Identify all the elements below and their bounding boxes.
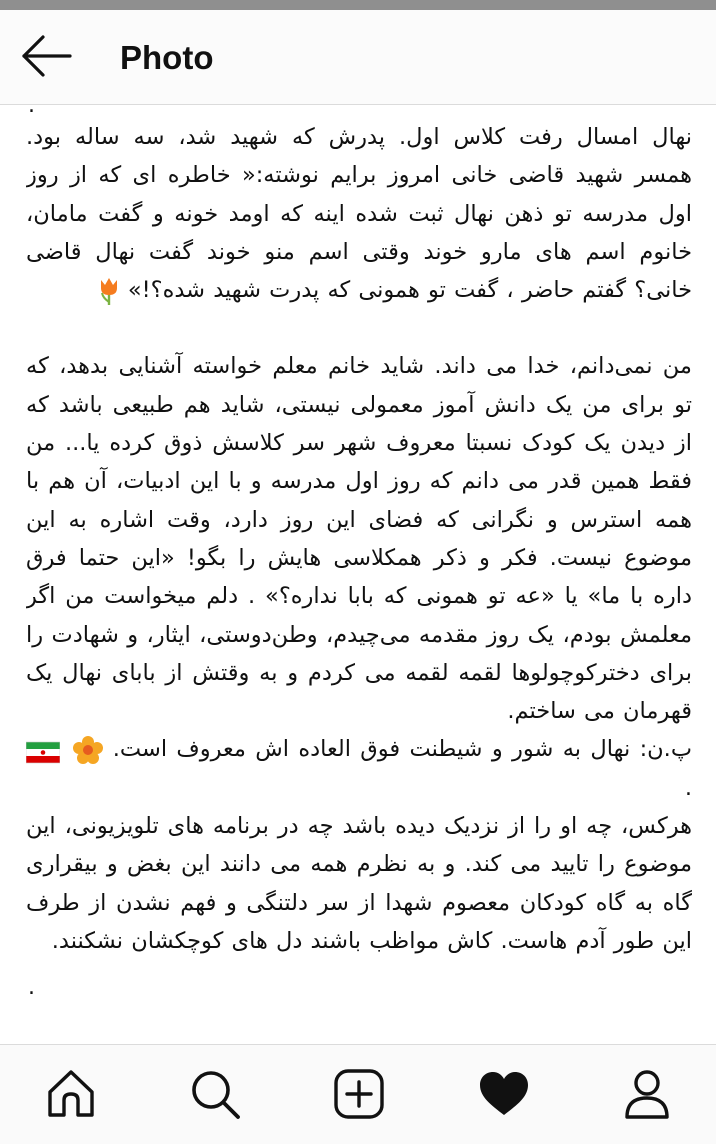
caption-line: نهال امسال رفت کلاس اول. پدرش که شهید شد، سه ساله بود. [26, 124, 692, 150]
add-post-icon [332, 1067, 386, 1121]
top-dot: . [28, 96, 35, 118]
caption-line: همسر شهید قاضی خانی امروز برایم نوشته:« خاطره ای که از روز اول مدرسه تو ذهن نهال ثبت شده اینه که اومد خونه و گفت مامان، خانوم اسم های مارو خوند وقتی اسم منو خوند گفت نهال قاضی خانی؟ گفتم حاضر ، گفت تو همونی که پدرت شهید شده؟!» [26, 162, 692, 304]
caption-paragraph-4: هرکس، چه او را از نزدیک دیده باشد چه در برنامه های تلویزیونی، این موضوع را تایید می کند. و به نظرم همه می دانند این بغض و بیقراری گاه به گاه کودکان معصوم شهدا از سر دلتنگی و فهم نشدن از طرف این طور آدم هاست. کاش مواظب باشند دل های کوچکشان نشکنند. [26, 813, 692, 954]
tab-profile[interactable] [620, 1067, 674, 1121]
tab-home[interactable] [44, 1067, 98, 1121]
status-bar [0, 0, 716, 10]
arrow-left-icon [16, 34, 76, 78]
home-icon [44, 1067, 98, 1121]
iran-flag-emoji [26, 738, 60, 762]
back-button[interactable] [16, 34, 76, 78]
caption-line: پ.ن: نهال به شور و شیطنت فوق العاده اش معروف است. [112, 736, 692, 763]
bottom-tab-bar [0, 1044, 716, 1144]
trailing-dot: . [684, 774, 692, 801]
flower-emoji [73, 736, 103, 764]
profile-icon [620, 1067, 674, 1121]
search-icon [188, 1067, 242, 1121]
paragraph-gap [26, 309, 692, 347]
tab-search[interactable] [188, 1067, 242, 1121]
caption-paragraph-3 [26, 730, 692, 807]
tab-add-post[interactable] [332, 1067, 386, 1121]
tab-activity[interactable] [477, 1067, 531, 1121]
heart-icon [477, 1067, 531, 1121]
bottom-dot: . [28, 975, 35, 1001]
top-header [0, 10, 716, 105]
page-title: Photo [120, 39, 214, 76]
post-caption [26, 96, 692, 1041]
caption-paragraph-1 [26, 118, 692, 309]
tulip-emoji [98, 276, 120, 306]
caption-paragraph-2: من نمی‌دانم، خدا می داند. شاید خانم معلم خواسته آشنایی بدهد، که تو برای من یک دانش آموز معمولی نیستی، شاید هم طبیعی باشد که از دیدن یک کودک نسبتا معروف شهر سر کلاسش ذوق کرده یا... من فقط همین قدر می دانم که روز اول مدرسه و با این ادبیات، آن هم با همه استرس و نگرانی که فضای این روز دارد، وقت اشاره به این موضوع نیست. فکر و ذکر همکلاسی هایش را بگو! «این حتما فرق داره با ما» یا «عه تو همونی که بابا نداره؟» . دلم میخواست من اگر معلمش بودم، یک روز مقدمه می‌چیدم، وطن‌دوستی، ایثار، و شهادت را برای دخترکوچولوها لقمه لقمه می کردم و به وقتش از بابای نهال یک قهرمان می ساختم. [26, 353, 692, 725]
